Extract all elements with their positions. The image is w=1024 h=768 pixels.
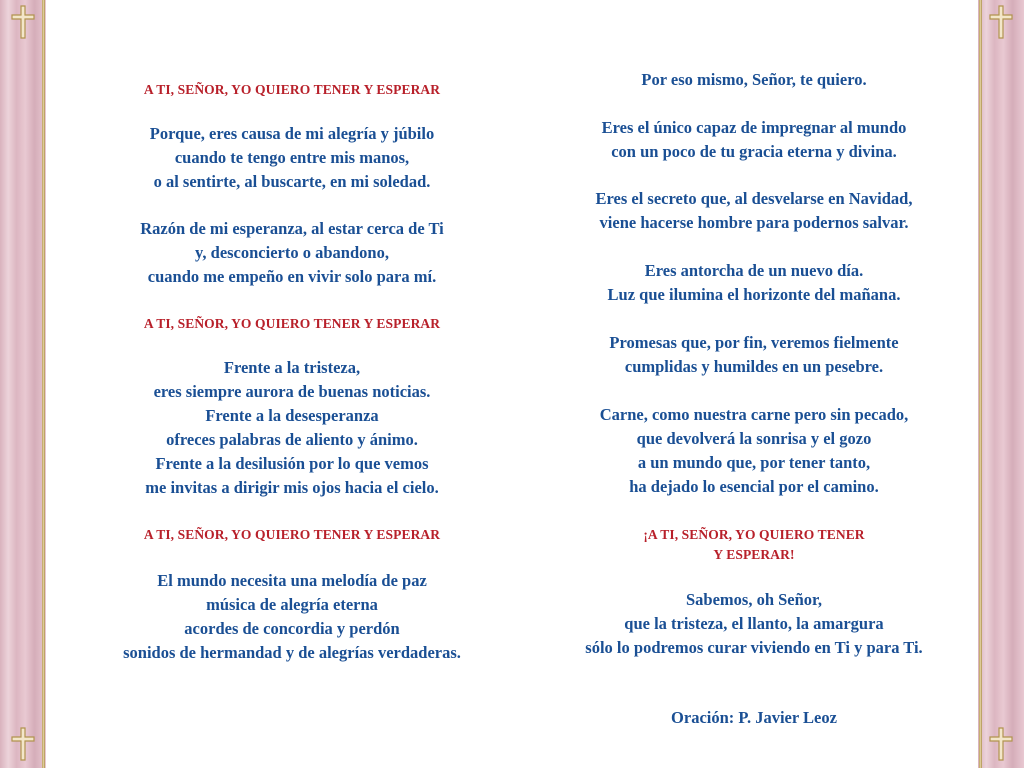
refrain-line: A TI, SEÑOR, YO QUIERO TENER Y ESPERAR [143,316,441,331]
refrain-line: A TI, SEÑOR, YO QUIERO TENER Y ESPERAR [143,527,441,542]
cross-icon [988,4,1014,40]
refrain-line: A TI, SEÑOR, YO QUIERO TENER Y ESPERAR [143,82,441,97]
poem-line: ha dejado lo esencial por el camino. [629,477,879,496]
poem-line: ofreces palabras de aliento y ánimo. [166,430,418,449]
poem-line: música de alegría eterna [206,595,378,614]
cross-icon [988,726,1014,762]
poem-line: Frente a la desilusión por lo que vemos [155,454,429,473]
poem-line: Luz que ilumina el horizonte del mañana. [607,285,901,304]
poem-line: Razón de mi esperanza, al estar cerca de Ti [140,219,444,238]
poem-line: sonidos de hermandad y de alegrías verdaderas. [123,643,461,662]
poem-line: que la tristeza, el llanto, la amargura [624,614,884,633]
poem-line: cuando te tengo entre mis manos, [174,148,410,167]
poem-line: Oración: P. Javier Leoz [671,708,837,727]
poem-line: Porque, eres causa de mi alegría y júbilo [149,124,435,143]
poem-line: Eres el secreto que, al desvelarse en Navidad, [595,189,913,208]
poem-line: Sabemos, oh Señor, [685,590,822,609]
poem-line: cumplidas y humildes en un pesebre. [624,357,884,376]
cross-icon [10,726,36,762]
poem-line: con un poco de tu gracia eterna y divina. [611,142,897,161]
poem-line: Promesas que, por fin, veremos fielmente [609,333,899,352]
poem-line: El mundo necesita una melodía de paz [157,571,427,590]
refrain-line: Y ESPERAR! [713,547,795,562]
poem-line: me invitas a dirigir mis ojos hacia el cielo. [145,478,439,497]
poem-line: Frente a la tristeza, [223,358,361,377]
poem-line: acordes de concordia y perdón [184,619,400,638]
poem-line: Eres antorcha de un nuevo día. [644,261,864,280]
poem-line: Frente a la desesperanza [205,406,379,425]
left-decorative-border [0,0,46,768]
cross-icon [10,4,36,40]
poem-line: Eres el único capaz de impregnar al mundo [601,118,907,137]
poem-line: Por eso mismo, Señor, te quiero. [641,70,867,89]
poem-line: y, desconcierto o abandono, [195,243,389,262]
poem-line: o al sentirte, al buscarte, en mi soledad. [153,172,431,191]
poem-line: que devolverá la sonrisa y el gozo [636,429,872,448]
refrain-line: ¡A TI, SEÑOR, YO QUIERO TENER [643,527,865,542]
poem-line: Carne, como nuestra carne pero sin pecado, [599,405,909,424]
poem-line: a un mundo que, por tener tanto, [637,453,871,472]
poem-line: cuando me empeño en vivir solo para mí. [147,267,437,286]
gold-stripe [42,0,45,768]
poem-line: eres siempre aurora de buenas noticias. [153,382,431,401]
poem-line: sólo lo podremos curar viviendo en Ti y para Ti. [585,638,923,657]
poem-line: viene hacerse hombre para podernos salvar. [599,213,909,232]
